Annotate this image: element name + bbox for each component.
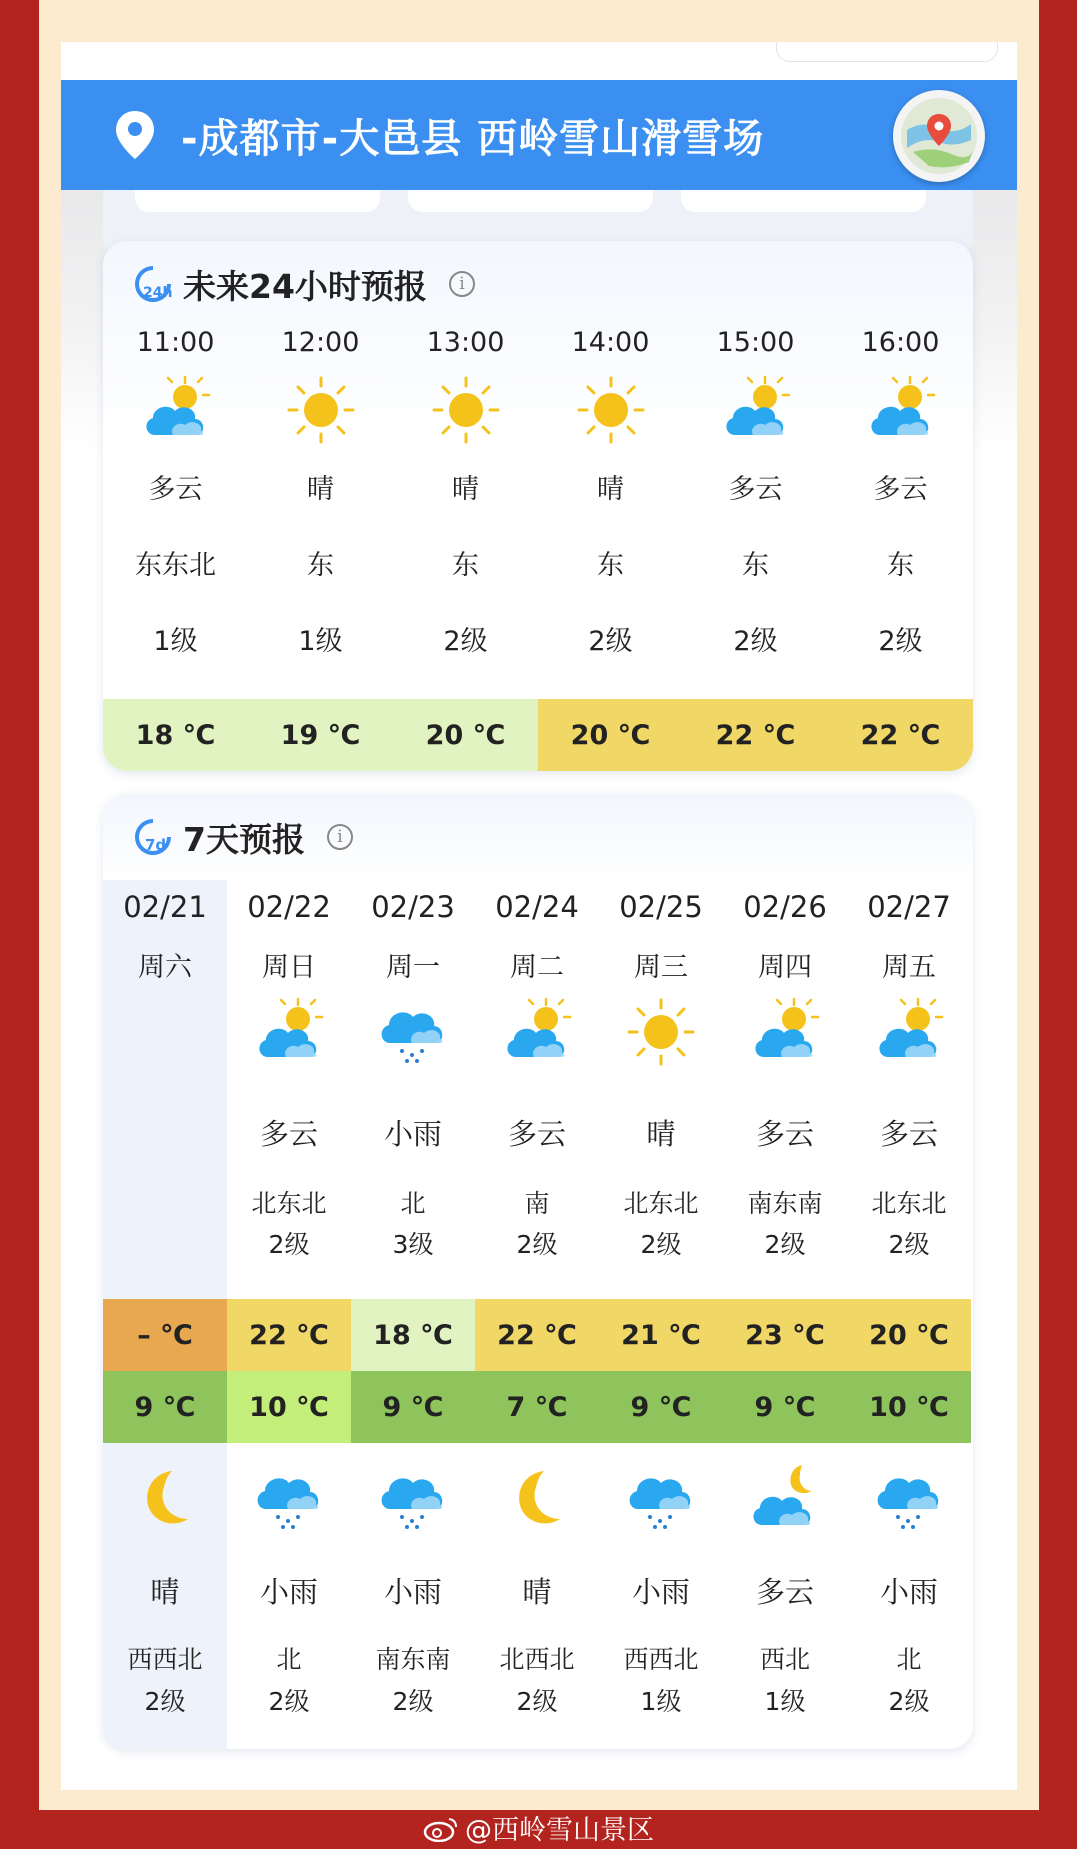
day-high-temp: – ℃	[103, 1299, 227, 1371]
map-button[interactable]	[893, 90, 985, 182]
day-high-temp: 23 ℃	[723, 1299, 847, 1371]
day-column	[847, 880, 971, 1749]
rain-icon	[252, 1461, 326, 1535]
hour-temperature: 19 ℃	[248, 699, 393, 771]
watermark-text: @西岭雪山景区	[465, 1815, 654, 1846]
hour-wind-direction: 东	[742, 550, 769, 581]
day-condition: 多云	[507, 1117, 566, 1151]
day-wind-level: 2级	[640, 1230, 682, 1259]
forecast-24h-header	[103, 241, 973, 327]
day-weekday: 周五	[882, 952, 936, 983]
badge-7d-text: 7d	[145, 836, 167, 854]
day-wind-direction: 南	[524, 1189, 550, 1218]
night-wind-level: 2级	[268, 1687, 310, 1716]
hour-condition: 多云	[873, 474, 928, 505]
day-weekday: 周一	[386, 952, 440, 983]
day-wind-direction: 南东南	[747, 1189, 823, 1218]
partly-cloudy-icon	[252, 995, 326, 1069]
night-wind-level: 1级	[640, 1687, 682, 1716]
hour-wind-direction: 东	[887, 550, 914, 581]
day-high-temp: 22 ℃	[227, 1299, 351, 1371]
day-wind-level: 2级	[764, 1230, 806, 1259]
night-wind-direction: 北	[896, 1645, 922, 1674]
hour-condition: 多云	[148, 474, 203, 505]
day-weekday: 周三	[634, 952, 688, 983]
night-wind-level: 1级	[764, 1687, 806, 1716]
day-wind-level: 2级	[888, 1230, 930, 1259]
day-column	[351, 880, 475, 1749]
day-condition: 多云	[259, 1117, 318, 1151]
day-wind-direction: 北东北	[623, 1189, 699, 1218]
hour-temperature: 22 ℃	[683, 699, 828, 771]
day-weekday: 周四	[758, 952, 812, 983]
partly-cloudy-icon	[719, 373, 793, 443]
hour-time: 16:00	[861, 327, 940, 358]
day-low-temp: 9 ℃	[599, 1371, 723, 1443]
hour-time: 12:00	[281, 327, 360, 358]
day-high-temp: 21 ℃	[599, 1299, 723, 1371]
hour-wind-direction: 东	[307, 550, 334, 581]
rain-icon	[624, 1461, 698, 1535]
hour-condition: 晴	[597, 474, 624, 505]
day-condition: 晴	[646, 1117, 676, 1151]
sun-icon	[624, 995, 698, 1069]
moon-icon	[500, 1461, 574, 1535]
info-icon[interactable]: i	[449, 271, 475, 297]
night-condition: 晴	[150, 1575, 180, 1609]
day-date: 02/25	[619, 890, 703, 924]
hour-condition: 晴	[452, 474, 479, 505]
day-date: 02/27	[867, 890, 951, 924]
hourly-temp-bar	[103, 699, 973, 771]
day-wind-direction: 北东北	[251, 1189, 327, 1218]
hour-temperature: 20 ℃	[538, 699, 683, 771]
day-low-temp: 9 ℃	[103, 1371, 227, 1443]
night-wind-level: 2级	[516, 1687, 558, 1716]
day-low-temp: 7 ℃	[475, 1371, 599, 1443]
day-weekday: 周六	[138, 952, 192, 983]
night-wind-direction: 北	[276, 1645, 302, 1674]
hour-wind-direction: 东	[597, 550, 624, 581]
hour-wind-level: 1级	[153, 626, 198, 657]
rain-icon	[376, 995, 450, 1069]
sun-icon	[284, 373, 358, 443]
day-wind-level: 2级	[516, 1230, 558, 1259]
hour-wind-direction: 东东北	[135, 550, 216, 581]
hour-temperature: 18 ℃	[103, 699, 248, 771]
night-condition: 晴	[522, 1575, 552, 1609]
day-date: 02/24	[495, 890, 579, 924]
phone-screenshot	[61, 42, 1017, 1790]
clock-7d-icon	[133, 817, 173, 857]
hour-wind-level: 2级	[733, 626, 778, 657]
night-condition: 小雨	[259, 1575, 318, 1609]
map-icon	[893, 90, 985, 182]
day-column	[475, 880, 599, 1749]
day-date: 02/23	[371, 890, 455, 924]
day-condition: 多云	[755, 1117, 814, 1151]
hour-wind-level: 2级	[443, 626, 488, 657]
hour-wind-level: 2级	[588, 626, 633, 657]
forecast-24h-card	[103, 241, 973, 771]
location-pin-icon	[113, 109, 157, 161]
sun-icon	[429, 373, 503, 443]
forecast-7d-card	[103, 794, 973, 1749]
hour-time: 14:00	[571, 327, 650, 358]
top-pill	[776, 42, 998, 62]
rain-icon	[376, 1461, 450, 1535]
forecast-24h-title: 未来24小时预报	[183, 266, 427, 306]
location-bar[interactable]	[61, 80, 1017, 190]
day-weekday: 周日	[262, 952, 316, 983]
hour-wind-direction: 东	[452, 550, 479, 581]
day-high-temp: 22 ℃	[475, 1299, 599, 1371]
prev-card-tab	[135, 190, 380, 212]
hour-condition: 多云	[728, 474, 783, 505]
info-icon[interactable]: i	[327, 824, 353, 850]
day-low-temp: 9 ℃	[723, 1371, 847, 1443]
day-low-temp: 9 ℃	[351, 1371, 475, 1443]
hour-condition: 晴	[307, 474, 334, 505]
night-wind-direction: 北西北	[499, 1645, 575, 1674]
cloudy-moon-icon	[748, 1461, 822, 1535]
day-high-temp: 18 ℃	[351, 1299, 475, 1371]
day-column	[227, 880, 351, 1749]
day-condition: 多云	[879, 1117, 938, 1151]
day-wind-level: 3级	[392, 1230, 434, 1259]
day-wind-direction: 北东北	[871, 1189, 947, 1218]
hour-wind-level: 1级	[298, 626, 343, 657]
hour-temperature: 22 ℃	[828, 699, 973, 771]
night-wind-direction: 南东南	[375, 1645, 451, 1674]
night-wind-direction: 西西北	[127, 1645, 203, 1674]
day-high-temp: 20 ℃	[847, 1299, 971, 1371]
sun-icon	[574, 373, 648, 443]
night-wind-level: 2级	[392, 1687, 434, 1716]
night-wind-level: 2级	[888, 1687, 930, 1716]
location-text: -成都市-大邑县 西岭雪山滑雪场	[181, 115, 765, 162]
night-condition: 小雨	[879, 1575, 938, 1609]
badge-24h-text: 24h	[143, 285, 173, 301]
night-condition: 多云	[755, 1575, 814, 1609]
day-column	[599, 880, 723, 1749]
rain-icon	[872, 1461, 946, 1535]
hour-time: 11:00	[136, 327, 215, 358]
day-weekday: 周二	[510, 952, 564, 983]
day-date: 02/22	[247, 890, 331, 924]
forecast-7d-title: 7天预报	[183, 819, 305, 859]
night-wind-level: 2级	[144, 1687, 186, 1716]
night-condition: 小雨	[631, 1575, 690, 1609]
day-low-temp: 10 ℃	[227, 1371, 351, 1443]
day-wind-direction: 北	[400, 1189, 426, 1218]
prev-card-tab	[681, 190, 926, 212]
moon-icon	[128, 1461, 202, 1535]
partly-cloudy-icon	[139, 373, 213, 443]
day-column	[103, 880, 227, 1749]
partly-cloudy-icon	[748, 995, 822, 1069]
hour-time: 13:00	[426, 327, 505, 358]
night-wind-direction: 西西北	[623, 1645, 699, 1674]
day-condition: 小雨	[383, 1117, 442, 1151]
partly-cloudy-icon	[872, 995, 946, 1069]
prev-card-tab	[408, 190, 653, 212]
weibo-logo-icon	[423, 1816, 459, 1842]
partly-cloudy-icon	[500, 995, 574, 1069]
hour-wind-level: 2级	[878, 626, 923, 657]
weibo-watermark	[0, 1808, 1077, 1847]
day-low-temp: 10 ℃	[847, 1371, 971, 1443]
hour-time: 15:00	[716, 327, 795, 358]
hour-temperature: 20 ℃	[393, 699, 538, 771]
forecast-7d-header	[103, 794, 973, 880]
day-wind-level: 2级	[268, 1230, 310, 1259]
day-date: 02/21	[123, 890, 207, 924]
day-column	[723, 880, 847, 1749]
night-condition: 小雨	[383, 1575, 442, 1609]
clock-24h-icon	[133, 264, 173, 304]
night-wind-direction: 西北	[759, 1645, 810, 1674]
top-strip	[61, 42, 1017, 80]
partly-cloudy-icon	[864, 373, 938, 443]
day-date: 02/26	[743, 890, 827, 924]
